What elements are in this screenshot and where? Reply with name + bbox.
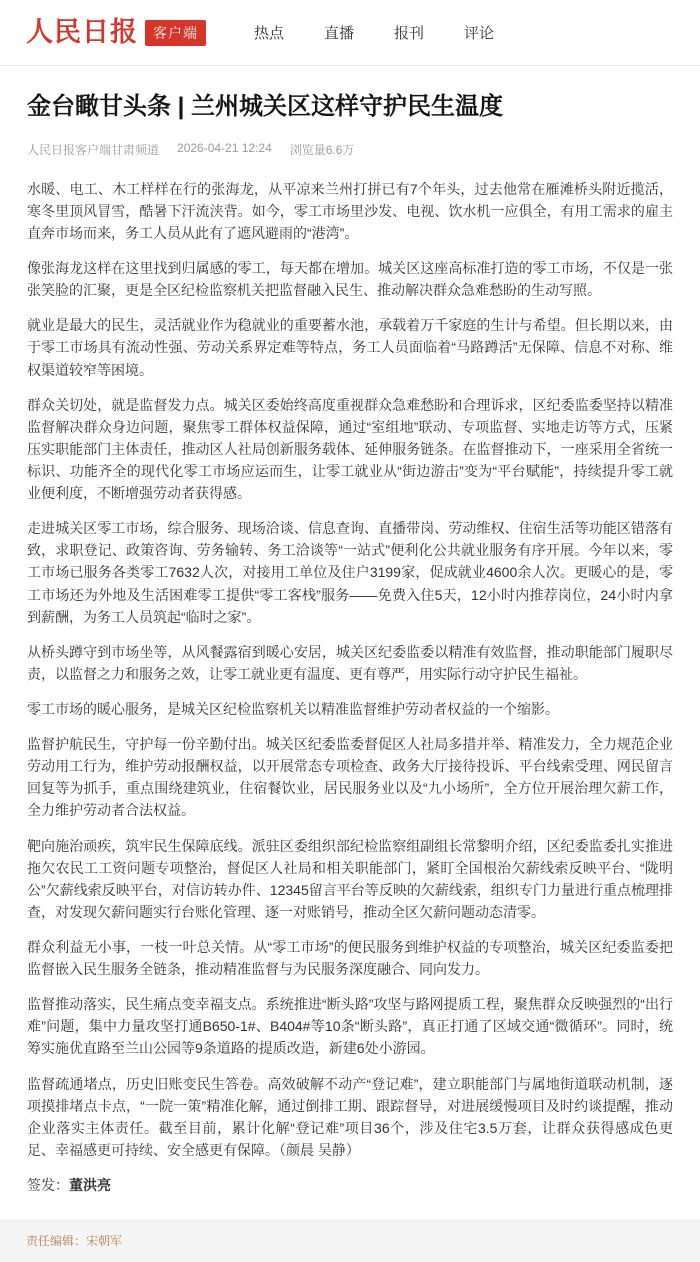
signoff-label: 签发： [27, 1176, 69, 1193]
article-meta [27, 141, 673, 158]
article-title: 金台瞰甘头条 | 兰州城关区这样守护民生温度 [27, 93, 504, 120]
peoples-daily-logo[interactable] [26, 19, 206, 46]
nav-item-comment[interactable]: 评论 [464, 25, 495, 42]
article-body [27, 178, 673, 1196]
article-signoff [27, 1174, 673, 1196]
nav-item-paper[interactable]: 报刊 [394, 25, 425, 42]
article-paragraph: 群众关切处，就是监督发力点。城关区委始终高度重视群众急难愁盼和合理诉求，区纪委监委坚持以精准监督解决群众身边问题，聚焦零工群体权益保障，通过“室组地”联动、专项监督、实地走访等方式，压紧压实职能部门主体责任，推动区人社局创新服务载体、延伸服务链条。在监督推动下，一座采用全省统一标识、功能齐全的现代化零工市场应运而生，让零工就业从“街边游击”变为“平台赋能”，持续提升零工就业便利度，不断增强劳动者获得感。 [27, 396, 673, 502]
logo-text: 人民日报 [26, 17, 138, 48]
article-date: 2026-04-21 12:24 [177, 140, 272, 155]
article-paragraph: 监督疏通堵点，历史旧账变民生答卷。高效破解不动产“登记难”，建立职能部门与属地街道联动机制，逐项摸排堵点卡点，“一院一策”精准化解，通过倒排工期、跟踪督导，对进展缓慢项目及时约谈提醒，推动企业落实主体责任。截至目前，累计化解“登记难”项目36个，涉及住宅3.5万套，让群众获得感成色更足、幸福感更可持续、安全感更有保障。（颜晨 吴静） [27, 1075, 673, 1158]
signoff-name: 董洪亮 [69, 1176, 111, 1193]
article-paragraph: 走进城关区零工市场，综合服务、现场洽谈、信息查询、直播带岗、劳动维权、住宿生活等功能区错落有致，求职登记、政策咨询、劳务输转、务工洽谈等“一站式”便利化公共就业服务有序开展。今年以来，零工市场已服务各类零工7632人次，对接用工单位及住户3199家，促成就业4600余人次。更暖心的是，零工市场还为外地及生活困难零工提供“零工客栈”服务——免费入住5天，12小时内推荐岗位，24小时内拿到薪酬，为务工人员筑起“临时之家”。 [27, 520, 673, 625]
logo-client-badge: 客户端 [145, 20, 206, 46]
article-paragraph: 水暖、电工、木工样样在行的张海龙，从平凉来兰州打拼已有7个年头，过去他常在雁滩桥头附近揽活，寒冬里顶风冒雪，酷暑下汗流浃背。如今，零工市场里沙发、电视、饮水机一应俱全，有用工需求的雇主直奔市场而来，务工人员从此有了遮风避雨的“港湾”。 [27, 180, 673, 242]
article [0, 66, 700, 1219]
article-paragraph: 监督推动落实，民生痛点变幸福支点。系统推进“断头路”攻坚与路网提质工程，聚焦群众反映强烈的“出行难”问题，集中力量攻坚打通B650-1#、B404#等10条“断头路”，真正打通了区域交通“微循环”。同时，统筹实施优直路至兰山公园等9条道路的提质改造，新建6处小游园。 [27, 996, 673, 1057]
nav-item-live[interactable]: 直播 [324, 25, 355, 42]
article-paragraph: 监督护航民生，守护每一份辛勤付出。城关区纪委监委督促区人社局多措并举、精准发力，全力规范企业劳动用工行为，维护劳动报酬权益，以开展常态专项检查、政务大厅接待投诉、平台线索受理、网民留言回复等为抓手，重点围绕建筑业，住宿餐饮业，居民服务业以及“九小场所”，全方位开展治理欠薪工作，全力维护劳动者合法权益。 [27, 736, 673, 819]
header [0, 0, 700, 66]
main-nav [254, 22, 494, 43]
article-views: 浏览量6.6万 [289, 142, 355, 157]
article-paragraph: 像张海龙这样在这里找到归属感的零工，每天都在增加。城关区这座高标准打造的零工市场，不仅是一张张笑脸的汇聚，更是全区纪检监察机关把监督融入民生、推动解决群众急难愁盼的生动写照。 [27, 260, 673, 299]
editor-credit: 责任编辑：宋朝军 [26, 1234, 123, 1249]
article-paragraph: 零工市场的暖心服务，是城关区纪检监察机关以精准监督维护劳动者权益的一个缩影。 [27, 700, 559, 717]
article-paragraph: 从桥头蹲守到市场坐等，从风餐露宿到暖心安居，城关区纪委监委以精准有效监督，推动职能部门履职尽责，以监督之力和服务之效，让零工就业更有温度、更有尊严，用实际行动守护民生福祉。 [27, 643, 673, 682]
article-paragraph: 就业是最大的民生，灵活就业作为稳就业的重要蓄水池，承载着万千家庭的生计与希望。但长期以来，由于零工市场具有流动性强、劳动关系界定难等特点，务工人员面临着“马路蹲活”无保障、信息不对称、维权渠道较窄等困境。 [27, 317, 673, 378]
article-source: 人民日报客户端甘肃频道 [27, 142, 160, 157]
nav-item-hot[interactable]: 热点 [254, 25, 285, 42]
article-paragraph: 群众利益无小事，一枝一叶总关情。从“零工市场”的便民服务到维护权益的专项整治，城关区纪委监委把监督嵌入民生服务全链条，推动精准监督与为民服务深度融合、同向发力。 [27, 938, 673, 978]
article-paragraph: 靶向施治顽疾，筑牢民生保障底线。派驻区委组织部纪检监察组副组长常黎明介绍，区纪委监委扎实推进拖欠农民工工资问题专项整治，督促区人社局和相关职能部门，紧盯全国根治欠薪线索反映平台、“陇明公”欠薪线索反映平台，对信访转办件、12345留言平台等反映的欠薪线索，组织专门力量进行重点梳理排查，对发现欠薪问题实行台账化管理、逐一对账销号，推动全区欠薪问题动态清零。 [27, 837, 673, 920]
footer [0, 1219, 700, 1262]
